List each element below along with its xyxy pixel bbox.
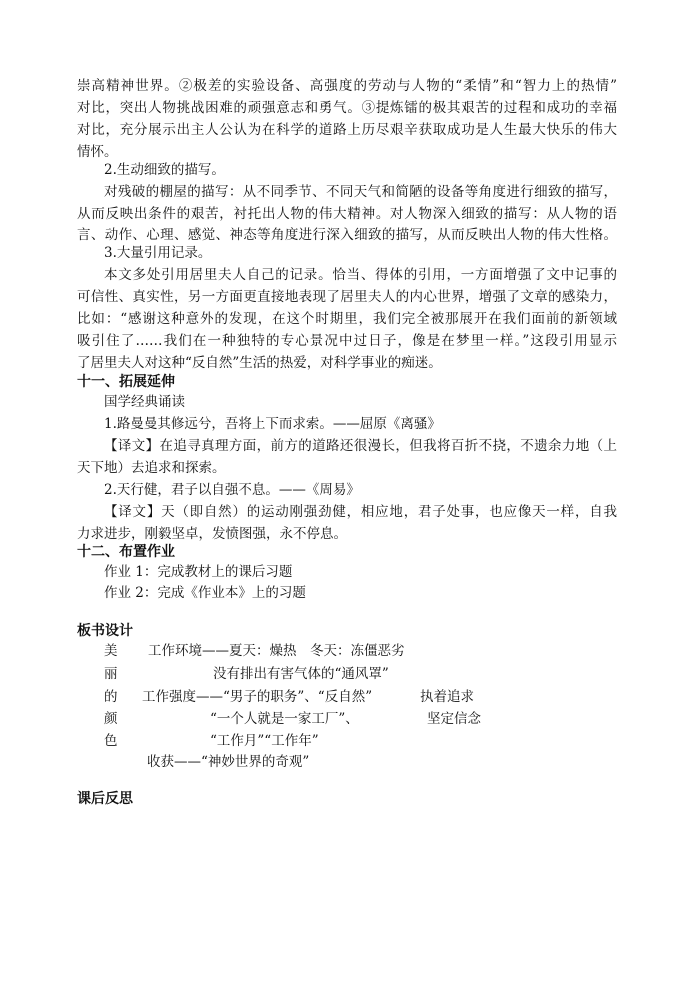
paragraph-line: 崇高精神世界。②极差的实验设备、高强度的劳动与人物的“柔情”和“智力上的热情” [77,78,617,94]
board-line: “工作月”“工作年” [210,733,319,749]
translation-line: 力求进步，刚毅坚卓，发愤图强，永不停息。 [77,526,347,542]
item-title: 2.生动细致的描写。 [104,162,225,178]
paragraph-line: 可信性、真实性，另一方面更直接地表现了居里夫人的内心世界，增强了文章的感染力， [77,289,617,305]
board-column-char: 丽 [104,666,118,682]
board-line: 收获——“神妙世界的奇观” [147,754,310,770]
section-heading: 十二、布置作业 [77,544,175,560]
board-heading: 板书设计 [77,623,133,639]
paragraph-line: 吸引住了……我们在一种独特的专心景况中过日子，像是在梦里一样。”这段引用显示 [77,333,617,349]
item-title: 3.大量引用记录。 [104,245,212,261]
paragraph-line: 对残破的棚屋的描写：从不同季节、不同天气和简陋的设备等角度进行细致的描写， [104,184,617,200]
homework-item: 作业 1：完成教材上的课后习题 [104,564,293,580]
homework-item: 作业 2：完成《作业本》上的习题 [104,585,306,601]
paragraph-line: 言、动作、心理、感觉、神态等角度进行深入细致的描写，从而反映出人物的伟大性格。 [77,227,617,243]
paragraph-line: 从而反映出条件的艰苦，衬托出人物的伟大精神。对人物深入细致的描写：从人物的语 [77,206,617,222]
board-line: 工作环境——夏天：燥热 冬天：冻僵恶劣 [148,643,405,659]
quote-line: 2.天行健，君子以自强不息。——《周易》 [104,482,360,498]
section-heading: 十一、拓展延伸 [77,374,175,390]
paragraph-line: 了居里夫人对这种“反自然”生活的热爱，对科学事业的痴迷。 [77,355,442,371]
paragraph-line: 对比，突出人物挑战困难的顽强意志和勇气。③提炼镭的极其艰苦的过程和成功的幸福 [77,100,617,116]
board-line: 没有排出有害气体的“通风罩” [213,666,389,682]
quote-line: 1.路曼曼其修远兮，吾将上下而求索。——屈原《离骚》 [104,416,441,432]
board-column-char: 色 [104,733,118,749]
board-line: “一个人就是一家工厂”、 [210,711,359,727]
translation-line: 【译文】天（即自然）的运动刚强劲健，相应地，君子处事，也应像天一样，自我 [104,504,617,520]
paragraph-line: 本文多处引用居里夫人自己的记录。恰当、得体的引用，一方面增强了文中记事的 [104,267,617,283]
reflection-heading: 课后反思 [77,791,133,807]
board-column-char: 的 [104,689,118,705]
subheading: 国学经典诵读 [104,394,185,410]
board-line-right: 执着追求 [420,689,474,705]
board-column-char: 颜 [104,711,118,727]
paragraph-line: 情怀。 [77,144,118,160]
translation-line: 【译文】在追寻真理方面，前方的道路还很漫长，但我将百折不挠，不遗余力地（上 [104,438,617,454]
board-line: 工作强度——“男子的职务”、“反自然” [142,689,373,705]
paragraph-line: 比如：“感谢这种意外的发现，在这个时期里，我们完全被那展开在我们面前的新领域 [77,311,617,327]
translation-line: 天下地）去追求和探索。 [77,460,226,476]
paragraph-line: 对比，充分展示出主人公认为在科学的道路上历尽艰辛获取成功是人生最大快乐的伟大 [77,122,617,138]
board-line-right: 坚定信念 [427,711,481,727]
board-column-char: 美 [104,643,118,659]
